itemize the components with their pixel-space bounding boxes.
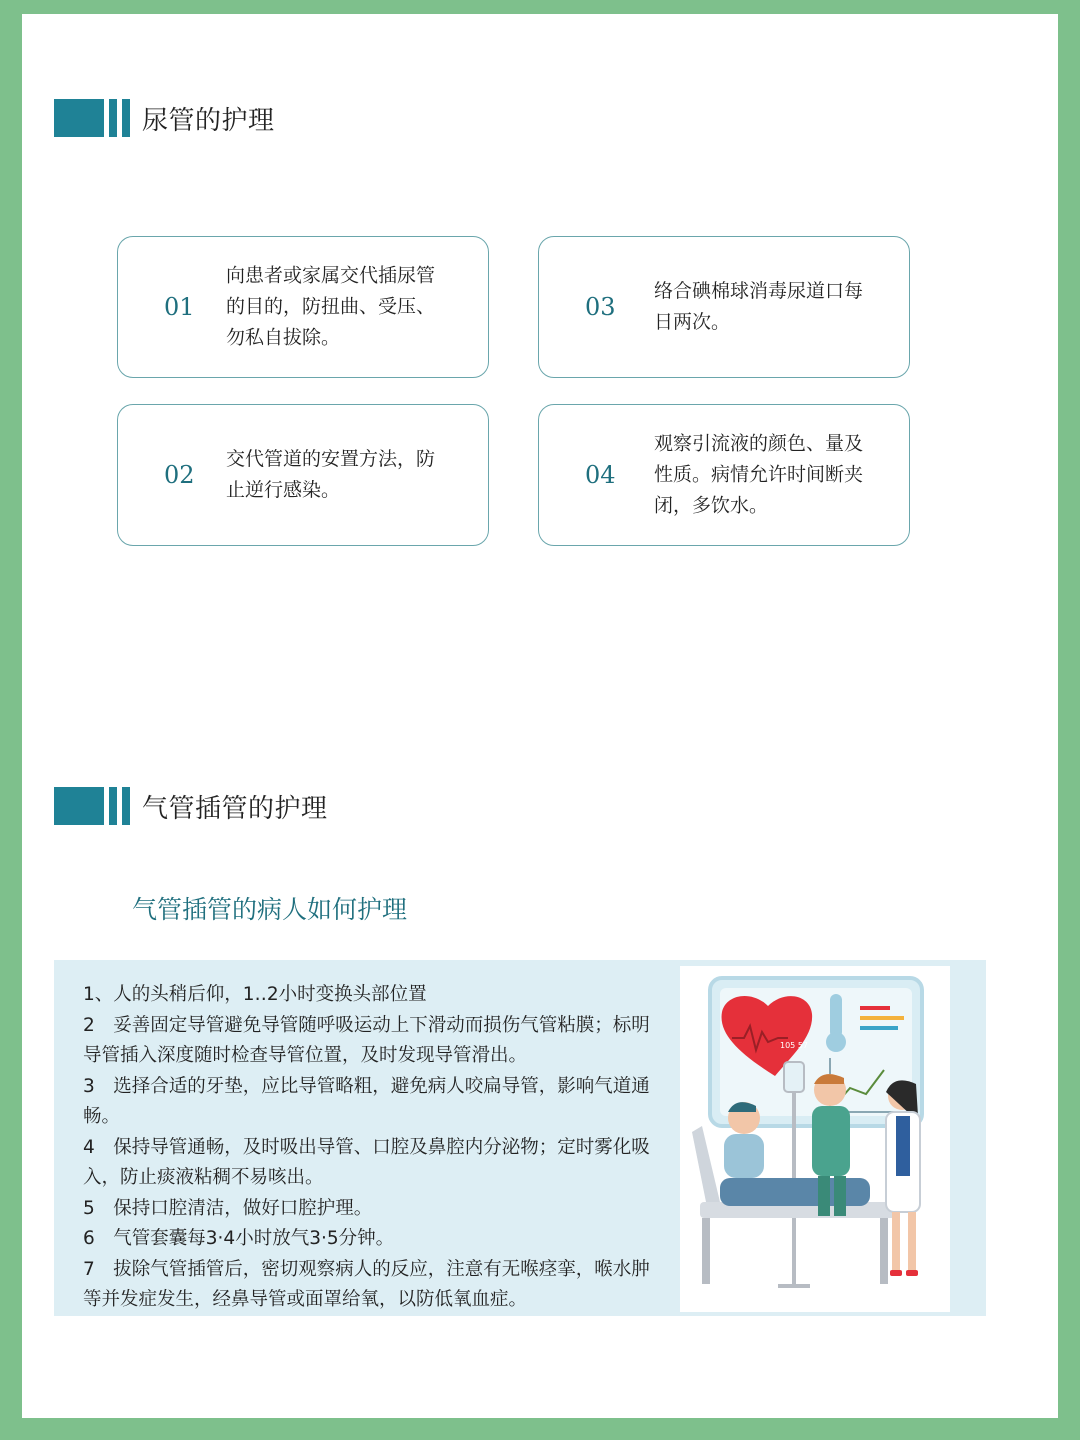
page <box>22 14 1058 1418</box>
card-text: 观察引流液的颜色、量及性质。病情允许时间断夹闭，多饮水。 <box>654 432 864 517</box>
tip-card-02 <box>117 404 489 546</box>
card-number: 04 <box>585 461 616 489</box>
svg-text:105 57: 105 57 <box>780 1041 808 1050</box>
heading-bar-thin-icon <box>122 99 130 137</box>
section-title: 气管插管的护理 <box>142 793 328 824</box>
tip-card-03 <box>538 236 910 378</box>
section-title: 尿管的护理 <box>142 105 275 136</box>
card-text: 向患者或家属交代插尿管的目的，防扭曲、受压、勿私自拔除。 <box>226 264 436 349</box>
card-number: 02 <box>164 461 195 489</box>
heading-bar-icon <box>54 99 104 137</box>
heading-bar-thin-icon <box>122 787 130 825</box>
list-item: 1、人的头稍后仰，1‥2小时变换头部位置 <box>83 984 427 1005</box>
hospital-care-illustration <box>680 966 950 1312</box>
tip-card-04 <box>538 404 910 546</box>
heading-bar-icon <box>54 787 104 825</box>
card-number: 03 <box>585 293 616 321</box>
list-item: 4 保持导管通畅，及时吸出导管、口腔及鼻腔内分泌物；定时雾化吸入，防止痰液粘稠不易咳出。 <box>83 1136 650 1188</box>
card-number: 01 <box>164 293 195 321</box>
hospital-scene-icon <box>680 966 950 1312</box>
card-text: 络合碘棉球消毒尿道口每日两次。 <box>654 280 864 333</box>
section-heading-intubation <box>54 786 328 826</box>
list-item: 2 妥善固定导管避免导管随呼吸运动上下滑动而损伤气管粘膜；标明导管插入深度随时检查导管位置，及时发现导管滑出。 <box>83 1014 650 1066</box>
list-item: 5 保持口腔清洁，做好口腔护理。 <box>83 1197 373 1219</box>
heading-bar-thin-icon <box>109 99 117 137</box>
heading-bar-thin-icon <box>109 787 117 825</box>
list-item: 6 气管套囊每3·4小时放气3·5分钟。 <box>83 1228 395 1249</box>
intubation-care-panel <box>54 960 986 1316</box>
section-heading-catheter <box>54 98 275 138</box>
care-steps-list <box>83 980 663 1316</box>
tip-card-01 <box>117 236 489 378</box>
section-subtitle: 气管插管的病人如何护理 <box>132 895 408 924</box>
list-item: 3 选择合适的牙垫，应比导管略粗，避免病人咬扁导管，影响气道通畅。 <box>83 1075 650 1127</box>
list-item: 7 拔除气管插管后，密切观察病人的反应，注意有无喉痉挛，喉水肿等并发症发生，经鼻导管或面罩给氧，以防低氧血症。 <box>83 1258 650 1310</box>
card-text: 交代管道的安置方法，防止逆行感染。 <box>226 448 436 501</box>
